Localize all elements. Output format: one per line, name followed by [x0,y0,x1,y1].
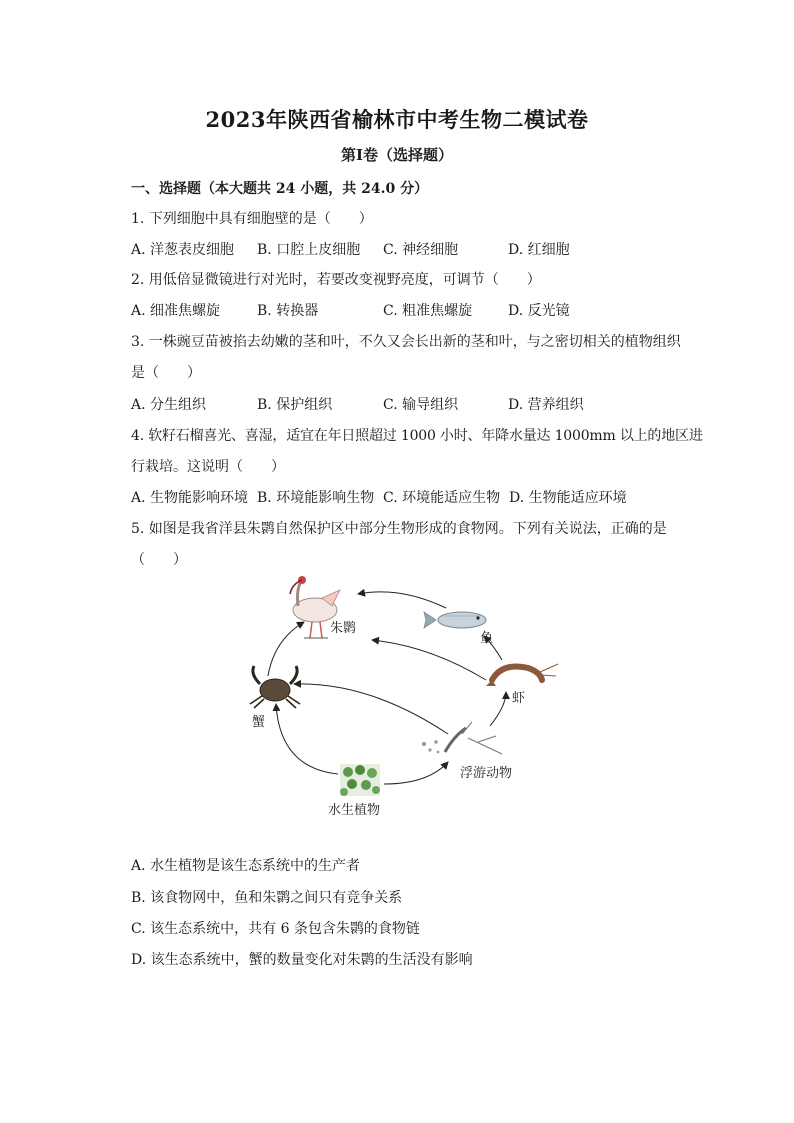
question-5-option-d: D. 该生态系统中，蟹的数量变化对朱鹮的生活没有影响 [131,952,473,968]
option-c: C. 输导组织 [383,397,459,413]
label-ibis: 朱鹮 [330,621,357,636]
question-5-option-b: B. 该食物网中，鱼和朱鹮之间只有竞争关系 [131,890,403,906]
question-5-stem-line-1: 5. 如图是我省洋县朱鹮自然保护区中部分生物形成的食物网。下列有关说法，正确的是 [131,521,667,537]
option-a: A. 分生组织 [131,397,207,413]
option-c: C. 粗准焦螺旋 [383,303,473,319]
option-d: D. 红细胞 [508,242,570,258]
part-title: 第Ⅰ卷（选择题） [340,146,454,164]
option-b: B. 保护组织 [257,397,333,413]
question-5-stem-line-2: （ ） [131,552,187,568]
option-a: A. 生物能影响环境 [131,490,249,506]
question-4-options [131,489,627,507]
arrow-crab-to-ibis [268,622,304,676]
option-c: C. 神经细胞 [383,242,459,258]
option-b: B. 口腔上皮细胞 [257,242,361,258]
question-2-options [131,302,570,320]
arrow-zooplankton-to-crab [294,684,448,734]
question-4-stem-line-2: 行栽培。这说明（ ） [131,459,285,475]
crab-image [250,666,300,708]
label-aquatic-plant: 水生植物 [328,803,381,818]
option-d: D. 反光镜 [508,303,570,319]
option-c: C. 环境能适应生物 [383,490,501,506]
label-shrimp: 虾 [512,691,526,706]
shrimp-image [486,664,558,686]
zooplankton-image [422,722,502,754]
question-3-options [131,396,584,414]
option-b: B. 环境能影响生物 [257,490,375,506]
option-a: A. 细准焦螺旋 [131,303,221,319]
question-5-option-a: A. 水生植物是该生态系统中的生产者 [131,858,361,874]
option-b: B. 转换器 [257,303,319,319]
question-4-stem-line-1: 4. 软籽石榴喜光、喜湿，适宜在年日照超过 1000 小时、年降水量达 1000mm 以上的地区进 [131,428,703,444]
arrow-zooplankton-to-shrimp [490,692,506,726]
question-5-option-c: C. 该生态系统中，共有 6 条包含朱鹮的食物链 [131,921,420,937]
question-1-stem: 1. 下列细胞中具有细胞壁的是（ ） [131,211,373,227]
option-d: D. 营养组织 [508,397,584,413]
arrow-fish-to-ibis [358,592,446,608]
fish-image [424,612,486,628]
option-d: D. 生物能适应环境 [509,490,627,506]
label-crab: 蟹 [252,715,266,730]
question-3-stem-line-2: 是（ ） [131,365,201,381]
arrow-shrimp-to-ibis [372,640,486,680]
question-1-options [131,241,570,259]
arrow-plant-to-zooplankton [384,762,448,784]
label-zooplankton: 浮游动物 [460,766,513,781]
option-a: A. 洋葱表皮细胞 [131,242,235,258]
question-2-stem: 2. 用低倍显微镜进行对光时，若要改变视野亮度，可调节（ ） [131,272,541,288]
section-heading: 一、选择题（本大题共 24 小题，共 24.0 分） [131,181,429,197]
food-web-figure [240,572,560,822]
aquatic-plant-image [340,764,380,796]
question-3-stem-line-1: 3. 一株豌豆苗被掐去幼嫩的茎和叶，不久又会长出新的茎和叶，与之密切相关的植物组织 [131,334,681,350]
exam-title: 2023年陕西省榆林市中考生物二模试卷 [205,107,589,132]
label-fish: 鱼 [480,631,494,646]
arrow-plant-to-crab [276,704,338,774]
